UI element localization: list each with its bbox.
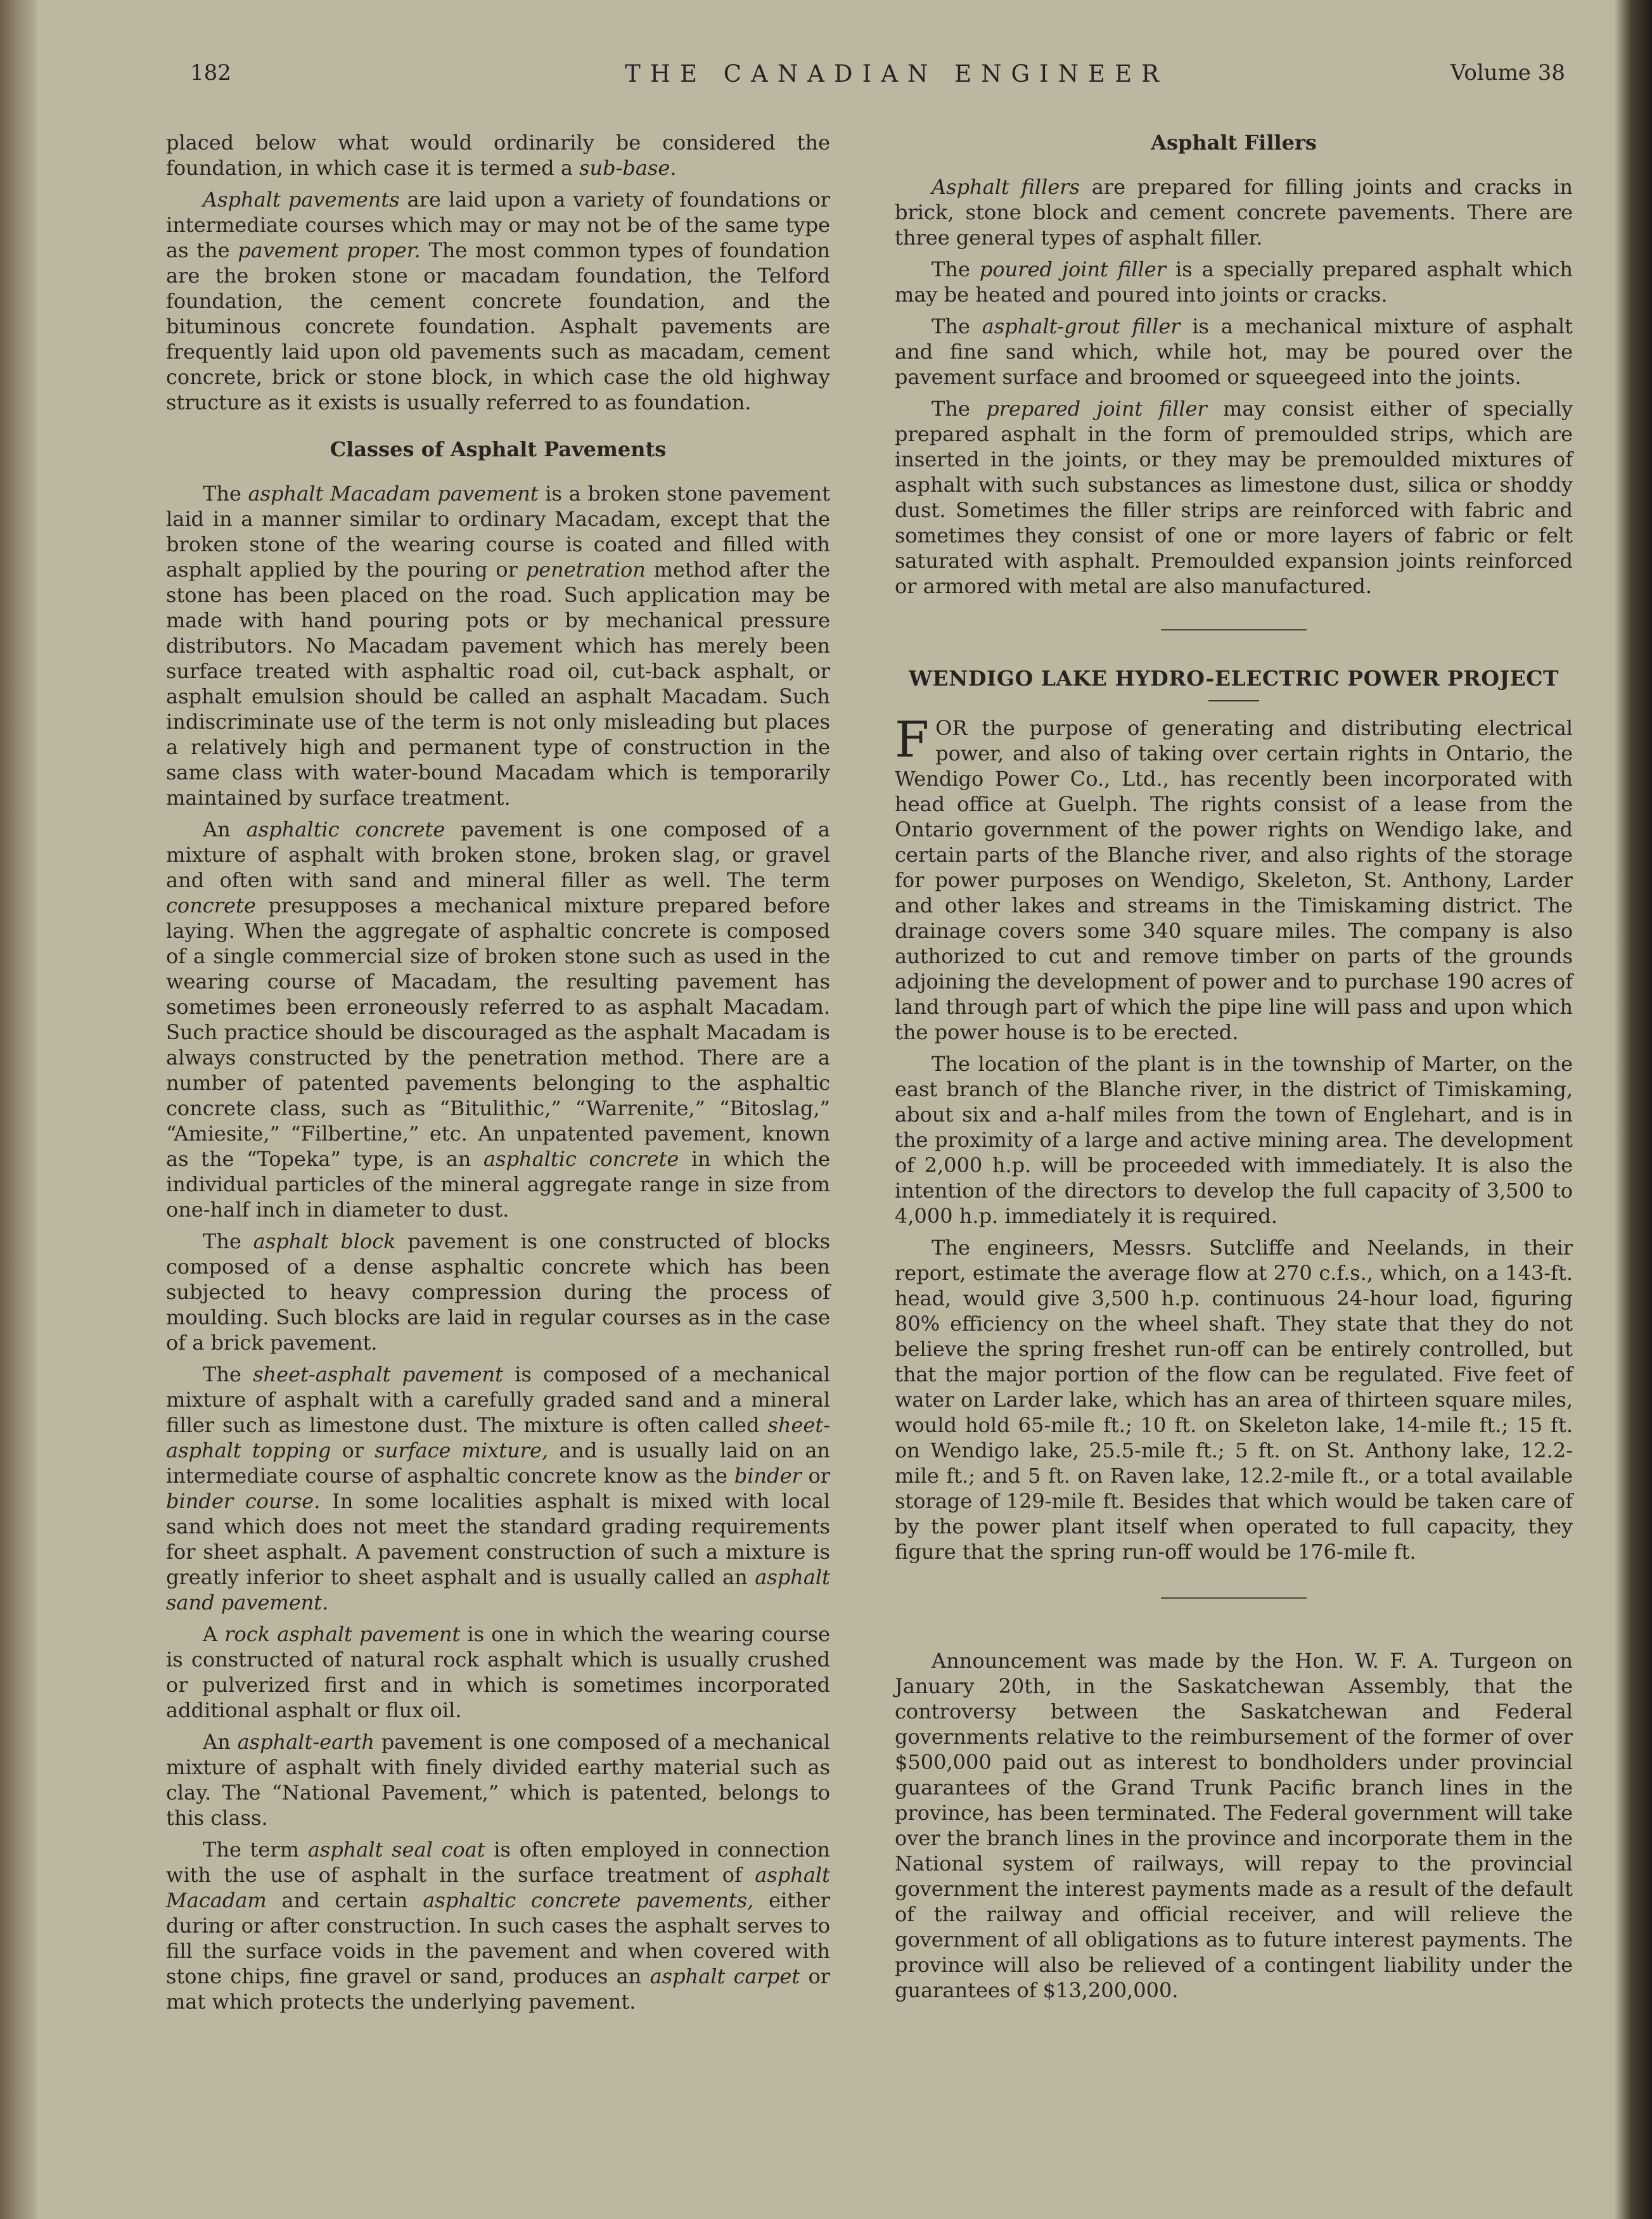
paragraph: Asphalt pavements are laid upon a variety of foundations or intermediate courses which may or may not be of the same type as the pavement proper. The most common types of foundation are the broken stone or macadam foundation, the Telford foundation, the cement concrete foundation, and the bituminous concrete foundation. Asphalt pavements are frequently laid upon old pavements such as macadam, cement concrete, brick or stone block, in which case the old highway structure as it exists is usually referred to as foundation. bbox=[166, 188, 831, 414]
title-rule bbox=[1208, 700, 1259, 701]
section-heading-fillers: Asphalt Fillers bbox=[1151, 131, 1317, 155]
paragraph: The prepared joint filler may consist either of specially prepared asphalt in the form of premoulded strips, which are inserted in the joints, or they may be premoulded mixtures of asphalt with such substances as limestone dust, silica or shoddy dust. Sometimes the filler strips are reinforced with fabric and sometimes they consist of one or more layers of fabric or felt saturated with asphalt. Premoulded expansion joints reinforced or armored with metal are also manufactured. bbox=[895, 397, 1573, 598]
book-binding-shadow bbox=[0, 0, 37, 2219]
paragraph: The asphalt Macadam pavement is a broken stone pavement laid in a manner similar to ordinary Macadam, except that the broken stone of the wearing course is coated and filled with asphalt applied by the pouring or penetration method after the stone has been placed on the road. Such application may be made with hand pouring pots or by mechanical pressure distributors. No Macadam pavement which has merely been surface treated with asphaltic road oil, cut-back asphalt, or asphalt emulsion should be called an asphalt Macadam. Such indiscriminate use of the term is not only misleading but places a relatively high and permanent type of construction in the same class with water-bound Macadam which is temporarily maintained by surface treatment. bbox=[166, 482, 831, 810]
paragraph: The location of the plant is in the township of Marter, on the east branch of the Blanche river, in the district of Timiskaming, about six and a-half miles from the town of Englehart, and is in the proximity of a large and active mining area. The development of 2,000 h.p. will be proceeded with immediately. It is also the intention of the directors to develop the full capacity of 3,500 to 4,000 h.p. immediately it is required. bbox=[895, 1052, 1573, 1228]
paragraph: The asphalt block pavement is one constructed of blocks composed of a dense asphaltic concrete which has been subjected to heavy compression during the process of moulding. Such blocks are laid in regular courses as in the case of a brick pavement. bbox=[166, 1229, 831, 1355]
section-divider bbox=[1161, 1597, 1307, 1599]
paragraph: The poured joint filler is a specially prepared asphalt which may be heated and poured into joints or cracks. bbox=[895, 257, 1573, 307]
section-divider bbox=[1161, 629, 1307, 630]
paragraph: The sheet-asphalt pavement is composed of a mechanical mixture of asphalt with a carefully graded sand and a mineral filler such as limestone dust. The mixture is often called sheet-asphalt topping or surface mixture, and is usually laid on an intermediate course of asphaltic concrete know as the binder or binder course. In some localities asphalt is mixed with local sand which does not meet the standard grading requirements for sheet asphalt. A pavement construction of such a mixture is greatly inferior to sheet asphalt and is usually called an asphalt sand pavement. bbox=[166, 1362, 831, 1615]
paragraph: The term asphalt seal coat is often employed in connection with the use of asphalt in the surface treatment of asphalt Macadam and certain asphaltic concrete pavements, either during or after construction. In such cases the asphalt serves to fill the surface voids in the pavement and when covered with stone chips, fine gravel or sand, produces an asphalt carpet or mat which protects the underlying pavement. bbox=[166, 1838, 831, 2014]
paragraph: The asphalt-grout filler is a mechanical mixture of asphalt and fine sand which, while hot, may be poured over the pavement surface and broomed or squeegeed into the joints. bbox=[895, 314, 1573, 389]
paragraph: An asphalt-earth pavement is one composed of a mechanical mixture of asphalt with finely divided earthy material such as clay. The “National Pavement,” which is patented, belongs to this class. bbox=[166, 1730, 831, 1830]
paragraph: An asphaltic concrete pavement is one composed of a mixture of asphalt with broken stone, broken slag, or gravel and often with sand and mineral filler as well. The term concrete presupposes a mechanical mixture prepared before laying. When the aggregate of asphaltic concrete is composed of a single commercial size of broken stone such as used in the wearing course of Macadam, the resulting pavement has sometimes been erroneously referred to as asphalt Macadam. Such practice should be discouraged as the asphalt Macadam is always constructed by the penetration method. There are a number of patented pavements belonging to the asphaltic concrete class, such as “Bitulithic,” “Warrenite,” “Bitoslag,” “Amiesite,” “Filbertine,” etc. An unpatented pavement, known as the “Topeka” type, is an asphaltic concrete in which the individual particles of the mineral aggregate range in size from one-half inch in diameter to dust. bbox=[166, 817, 831, 1222]
announcement-paragraph: Announcement was made by the Hon. W. F. A. Turgeon on January 20th, in the Saskatchewan Assembly, that the controversy between the Saskatchewan and Federal governments relative to the reimbursement of the former of over $500,000 paid out as interest to bondholders under provincial guarantees of the Grand Trunk Pacific branch lines in the province, has been terminated. The Federal government will take over the branch lines in the province and incorporate them in the National system of railways, will repay to the provincial government the interest payments made as a result of the default of the railway and official receiver, and will relieve the government of all obligations as to future interest payments. The province will also be relieved of a contingent liability under the guarantees of $13,200,000. bbox=[895, 1649, 1573, 2002]
left-column bbox=[166, 130, 830, 2021]
paragraph: placed below what would ordinarily be considered the foundation, in which case it is termed a sub-base. bbox=[166, 131, 830, 180]
volume-label: Volume 38 bbox=[1450, 60, 1565, 86]
section-heading-classes: Classes of Asphalt Pavements bbox=[330, 437, 667, 461]
page-number: 182 bbox=[190, 60, 231, 86]
drop-cap: F bbox=[895, 712, 930, 769]
paragraph: The engineers, Messrs. Sutcliffe and Neelands, in their report, estimate the average flow at 270 c.f.s., which, on a 143-ft. head, would give 3,500 h.p. continuous 24-hour load, figuring 80% efficiency on the wheel shaft. They state that they do not believe the spring freshet run-off can be entirely controlled, but that the major portion of the flow can be regulated. Five feet of water on Larder lake, which has an area of thirteen square miles, would hold 65-mile ft.; 10 ft. on Skeleton lake, 14-mile ft.; 15 ft. on Wendigo lake, 25.5-mile ft.; 5 ft. on St. Anthony lake, 12.2-mile ft.; and 5 ft. on Raven lake, 12.2-mile ft., or a total available storage of 129-mile ft. Besides that which would be taken care of by the power plant itself when operated to full capacity, they figure that the spring run-off would be 176-mile ft. bbox=[895, 1236, 1573, 1564]
paragraph: A rock asphalt pavement is one in which the wearing course is constructed of natural rock asphalt which is usually crushed or pulverized first and in which is sometimes incorporated additional asphalt or flux oil. bbox=[166, 1622, 831, 1722]
paragraph: FOR the purpose of generating and distributing electrical power, and also of taking over certain rights in Ontario, the Wendigo Power Co., Ltd., has recently been incorporated with head office at Guelph. The rights consist of a lease from the Ontario government of the power rights on Wendigo lake, and certain parts of the Blanche river, and also rights of the storage for power purposes on Wendigo, Skeleton, St. Anthony, Larder and other lakes and streams in the Timiskaming district. The drainage covers some 340 square miles. The company is also authorized to cut and remove timber on parts of the grounds adjoining the development of power and to purchase 190 acres of land through part of which the pipe line will pass and upon which the power house is to be erected. bbox=[895, 712, 1573, 1044]
page-edge-shadow bbox=[1614, 0, 1652, 2219]
right-column bbox=[895, 130, 1573, 2009]
running-header bbox=[190, 60, 1565, 98]
journal-title: THE CANADIAN ENGINEER bbox=[625, 60, 1169, 87]
article-title-wendigo: WENDIGO LAKE HYDRO-ELECTRIC POWER PROJECT bbox=[908, 666, 1559, 691]
paragraph: Asphalt fillers are prepared for filling joints and cracks in brick, stone block and cement concrete pavements. There are three general types of asphalt filler. bbox=[895, 175, 1573, 250]
